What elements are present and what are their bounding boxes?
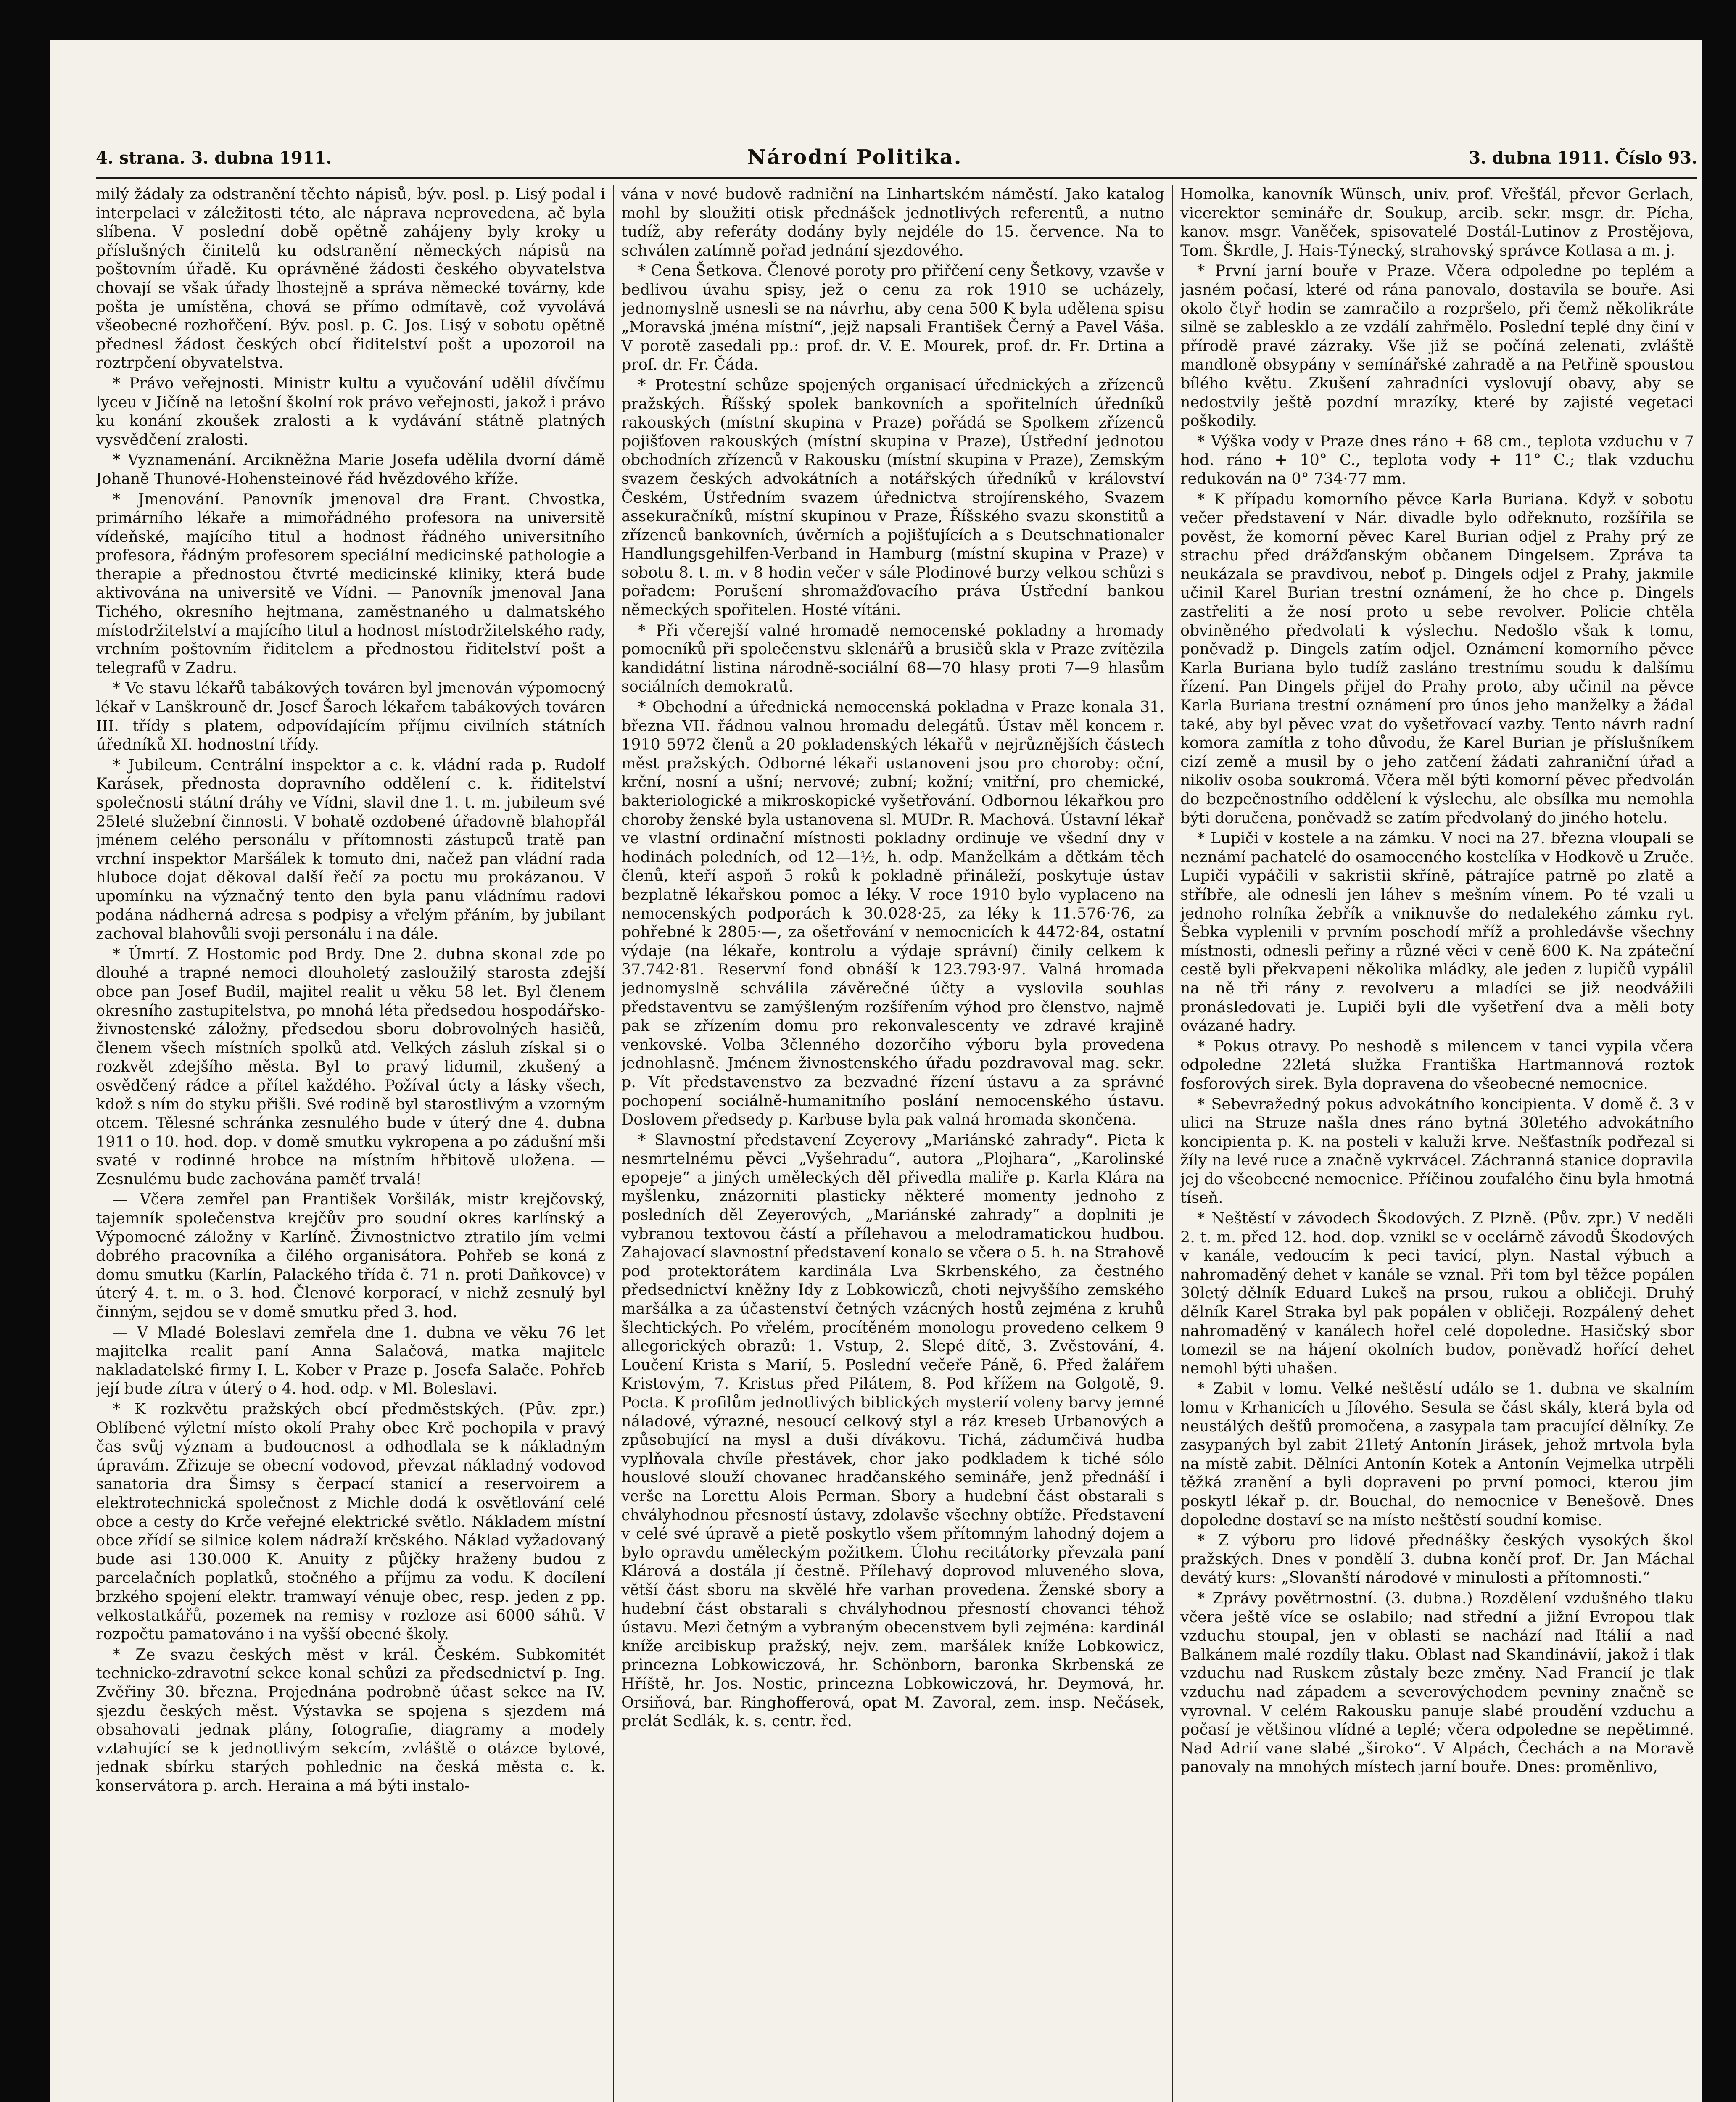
article-sebevrazedny-pokus: * Sebevražedný pokus advokátního koncipienta. V domě č. 3 v ulici na Struze našla dnes ráno bytná 30letého advokátního koncipienta p. K. na posteli v kaluži krve. Nešťastník podřezal si žíly na levé ruce a značně vykrvácel. Záchranná stanice dopravila jej do všeobecné nemocnice. Příčinou zoufalého činu byla hmotná tíseň. xyxy=(1180,1095,1694,1207)
newspaper-title: Národní Politika. xyxy=(747,145,963,169)
article-jubileum: * Jubileum. Centrální inspektor a c. k. vládní rada p. Rudolf Karásek, přednosta dopravního oddělení c. k. řiditelství společnosti státní dráhy ve Vídni, slavil dne 1. t. m. jubileum své 25leté služební činnosti. V bohatě ozdobené úřadovně blahopřál jménem celého personálu v přítomnosti zástupců tratě pan vrchní inspektor Maršálek k tomuto dni, načež pan vládní rada hluboce dojat děkoval další řečí za poctu mu prokázanou. V upomínku na význačný tento den byla panu vládnímu radovi podána nádherná adresa s podpisy a vřelým přáním, by jubilant zachoval blahovůli svoji personálu i na dále. xyxy=(96,755,605,943)
article-protestni-schuze: * Protestní schůze spojených organisací úřednických a zřízenců pražských. Říšský spolek bankovních a spořitelních úředníků rakouských (místní skupina v Praze) pořádá se Spolkem zřízenců pojišťoven rakouských (místní skupina v Praze), Ústřední jednotou obchodních zřízenců v Rakousku (místní skupina v Praze), Zemským svazem českých advokátních a notářských úředníků v království Českém, Ústředním svazem úřednictva strojírenského, Svazem assekuračníků, místní skupinou v Praze, Říšského svazu skonstitů a zřízenců bankovních, úvěrních a pojišťujících a s Deutschnationaler Handlungsgehilfen-Verband in Hamburg (místní skupina v Praze) v sobotu 8. t. m. v 8 hodin večer v sále Plodinové burzy velkou schůzi s pořadem: Porušení shromažďovacího práva Ústřední bankou německých spořitelen. Hosté vítáni. xyxy=(621,375,1164,619)
article-cena-setkova: * Cena Šetkova. Členové poroty pro přiřčení ceny Šetkovy, vzavše v bedlivou úvahu spisy, jež o cenu za rok 1910 se ucházely, jednomyslně usnesli se na návrhu, aby cena 500 K byla udělena spisu „Moravská jména místní“, jejž napsali František Černý a Pavel Váša. V porotě zasedali pp.: prof. dr. V. E. Mourek, prof. dr. Fr. Drtina a prof. dr. Fr. Čáda. xyxy=(621,261,1164,374)
header-divider xyxy=(96,177,1697,179)
column-2 xyxy=(621,185,1164,2102)
article-nemocenska-pokladna: * Obchodní a úřednická nemocenská pokladna v Praze konala 31. března VII. řádnou valnou hromadu delegátů. Ústav měl koncem r. 1910 5972 členů a 20 pokladenských lékařů v nejrůznějších částech měst pražských. Odborné lékaři ustanoveni jsou pro choroby: oční, krční, nosní a ušní; nervové; zubní; kožní; vnitřní, pro chemické, bakteriologické a mikroskopické vyšetřování. Odbornou lékařkou pro choroby ženské byla ustanovena sl. MUDr. R. Machová. Ústavní lékař ve vlastní ordinační místnosti pokladny ordinuje ve všední dny v hodinách poledních, od 12—1½, h. odp. Manželkám a dětkám těch členů, kteří aspoň 5 roků k pokladně přináleží, poskytuje ústav bezplatně lékařskou pomoc a léky. V roce 1910 bylo vyplaceno na nemocenských podporách k 30.028·25, za léky k 11.576·76, za pohřebné k 2805·—, za ošetřování v nemocnicích k 4472·84, ostatní výdaje (na lékaře, kontrolu a výdaje správní) činily celkem k 37.742·81. Reservní fond obnáší k 123.793·97. Valná hromada jednomyslně schválila závěrečné účty a vyslovila souhlas představentvu se zamýšleným rozšířením výhod pro členstvo, najmě pak se zřízením domu pro rekonvalescenty ve zdravé krajině venkovské. Volba 3členného dozorčího výboru byla provedena jednohlasně. Jménem živnostenského úřadu pozdravoval mag. sekr. p. Vít představenstvo za bezvadné řízení ústavu a za správné pochopení sociálně-humanitního poslání nemocenského ústavu. Doslovem předsedy p. Karbuse byla pak valná hromada skončena. xyxy=(621,698,1164,1129)
header-issue-number: 3. dubna 1911. Číslo 93. xyxy=(1469,148,1697,168)
column-divider xyxy=(613,185,614,2102)
article-pripad-buriana: * K případu komorního pěvce Karla Buriana. Když v sobotu večer představení v Nár. divadle bylo odřeknuto, rozšířila se pověst, že komorní pěvec Karel Burian odjel z Prahy prý ze strachu před drážďanským občanem Dingelsem. Zpráva ta neukázala se pravdivou, neboť p. Dingels odjel z Prahy, jakmile učinil Karel Burian trestní oznámení, že ho chce p. Dingels zastřeliti a že nosí proto u sebe revolver. Policie chtěla obviněného předvolati k výslechu. Nedošlo však k tomu, poněvadž p. Dingels zatím odjel. Oznámení komorního pěvce Karla Buriana bylo tudíž zasláno trestnímu soudu k dalšímu řízení. Pan Dingels přijel do Prahy proto, aby učinil na pěvce Karla Buriana trestní oznámení pro únos jeho manželky a žádal také, aby byl pěvec vzat do vyšetřovací vazby. Tento návrh radní komora zamítla z toho důvodu, že Karel Burian je příslušníkem cizí země a musil by o jeho zatčení žádati zahraniční úřad a nikoliv osoba soukromá. Včera měl býti komorní pěvec předvolán do bezpečnostního oddělení k výslechu, ale obsílka mu nemohla býti doručena, poněvadž se zatím předvolaný do jiného hotelu. xyxy=(1180,490,1694,827)
article-jarni-boure: * První jarní bouře v Praze. Včera odpoledne po teplém a jasném počasí, které od rána panovalo, dostavila se bouře. Asi okolo čtyř hodin se zamračilo a rozpršelo, při čemž několikráte silně se zablesklo a ze vzdálí zahřmělo. Poslední teplé dny činí v přírodě pravé zázraky. Vše již se počíná zelenati, zvláště mandloně obsypány v semínářské zahradě a na Petřině spoustou bílého květu. Zkušení zahradníci vyslovují obavy, aby se nedostvily ještě pozdní mrazíky, které by zajisté vegetaci poškodily. xyxy=(1180,261,1694,430)
column-divider xyxy=(1172,185,1173,2102)
article-rozkvet-obci: * K rozkvětu pražských obcí předměstských. (Pův. zpr.) Oblíbené výletní místo okolí Prahy obec Krč pochopila v pravý čas svůj význam a budoucnost a odhodlala se k nákladným úpravám. Zřizuje se obecní vodovod, převzat nákladný vodovod sanatoria dra Šimsy s čerpací stanicí a reservoirem a elektrotechnická společnost z Michle dodá k osvětlování celé obce a cesty do Krče veřejné elektrické světlo. Nákladem místní obce zřídí se silnice kolem nádraží krčského. Náklad vyžadovaný bude asi 130.000 K. Anuity z půjčky hraženy budou z parcelačních poplatků, stočného a příjmu za vodu. K docílení brzkého spojení elektr. tramwayí vénuje obec, resp. jeden z pp. velkostatkářů, pozemek na remisy v rozloze asi 6000 sáhů. V rozpočtu pamatováno i na vyšší obecné školy. xyxy=(96,1400,605,1643)
article-lekari-tabakovych-tovaren: * Ve stavu lékařů tabákových továren byl jmenován výpomocný lékař v Lanškrouně dr. Josef Šaroch lékařem tabákových továren III. třídy s platem, odpovídajícím příjmu civilních státních úředníků XI. hodnostní třídy. xyxy=(96,679,605,754)
page-header xyxy=(96,145,1697,173)
header-page-date: 4. strana. 3. dubna 1911. xyxy=(96,148,332,168)
article-marianska-zahrada: * Slavnostní představení Zeyerovy „Mariánské zahrady“. Pieta k nesmrtelnému pěvci „Vyšehradu“, autora „Plojhara“, „Karolinské epopeje“ a jiných uměleckých děl přivedla maliře p. Karla Klára na myšlenku, znázorniti plasticky některé momenty jednoho z posledních děl Zeyerových, „Mariánské zahrady“ a doplniti je vybranou textovou částí a přílehavou a melodramatickou hudbou. Zahajovací slavnostní představení konalo se včera o 5. h. na Strahově pod protektorátem kardinála Lva Skrbenského, za čestného předsednictví kněžny Idy z Lobkowiczů, choti nejvyššího zemského maršálka a za účastenství četných vzácných hostů zejména z kruhů šlechtických. Po vřelém, procítěném monologu provedeno celkem 9 allegorických obrazů: 1. Vstup, 2. Slepé dítě, 3. Zvěstování, 4. Loučení Krista s Marií, 5. Poslední večeře Páně, 6. Před žalářem Kristovým, 7. Kristus před Pilátem, 8. Pod křížem na Golgotě, 9. Pocta. K profilům jednotlivých biblických mysterií voleny barvy jemné náladové, výrazné, nesoucí celkový styl a ráz kreseb Urbanových a způsobující na mysl a duši dívákovu. Tichá, zádumčivá hudba vyplňovala chvíle přestávek, chor jako podkladem k tiché sólo houslové slouží chovanec hradčanského semináře, jenž přednáší i verše na Lorettu Alois Perman. Sbory a hudební část obstarali s chvályhodnou přesností ústavy, zdolavše všechny obtíže. Představení v celé své úpravě a pietě poskytlo všem přítomným lahodný dojem a bylo opravdu uměleckým požitkem. Úlohu recitátorky převzala paní Klárová a dostála jí čestně. Přílehavý doprovod mluveného slova, větší část sboru na skvělé hře varhan provedena. Ženské sbory a hudební část obstarali s chvályhodnou přesností chovanci téhož ústavu. Mezi četným a vybraným obecenstvem byli zejména: kardinál kníže arcibiskup pražský, nejv. zem. maršálek kníže Lobkowicz, princezna Lobkowiczová, hr. Schönborn, baronka Skrbenská ze Hříště, hr. Jos. Nostic, princezna Lobkowiczová, hr. Deymová, hr. Orsiňová, bar. Ringhofferová, opat M. Zavoral, zem. insp. Nečásek, prelát Sedlák, k. s. centr. řed. xyxy=(621,1130,1164,1730)
column-3 xyxy=(1180,185,1694,2102)
article-svaz-ceskych-mest: * Ze svazu českých měst v král. Českém. Subkomitét technicko-zdravotní sekce konal schůzi za předsednictví p. Ing. Zvěřiny 30. března. Projednána podrobně účast sekce na IV. sjezdu českých měst. Výstavka se spojena s sjezdem má obsahovati jednak plány, fotografie, diagramy a modely vztahující se k jednotlivým sekcím, zvláště o otázce bytové, jednak sbírku starých pohlednic na česká města c. k. konservátora p. arch. Heraina a má býti instalo- xyxy=(96,1645,605,1795)
article-vyska-vody: * Výška vody v Praze dnes ráno + 68 cm., teplota vzduchu v 7 hod. ráno + 10° C., teplota vody + 11° C.; tlak vzduchu redukován na 0° 734·77 mm. xyxy=(1180,432,1694,488)
article-paragraph: vána v nové budově radniční na Linhartském náměstí. Jako katalog mohl by sloužiti otisk přednášek jednotlivých referentů, a nutno tudíž, aby referáty dodány byly nejdéle do 15. července. Na to schválen zatímně pořad jednání sjezdového. xyxy=(621,185,1164,259)
article-pravo-verejnosti: * Právo veřejnosti. Ministr kultu a vyučování udělil dívčímu lyceu v Jičíně na letošní školní rok právo veřejnosti, jakož i právo ku konání zkoušek zralosti a k vydávání státně platných vysvědčení zralosti. xyxy=(96,374,605,449)
article-pokus-otravy: * Pokus otravy. Po neshodě s milencem v tanci vypila včera odpoledne 22letá služka Františka Hartmannová roztok fosforových sirek. Byla dopravena do všeobecné nemocnice. xyxy=(1180,1037,1694,1093)
scan-border-left xyxy=(0,0,50,2102)
scan-border-right xyxy=(1702,0,1736,2102)
article-lupici: * Lupiči v kostele a na zámku. V noci na 27. března vloupali se neznámí pachatelé do osamoceného kostelíka v Hodkově u Zruče. Lupiči vypáčili v sakristii skříně, pátrajíce patrně po zlatě a stříbře, ale odnesli jen láhev s mešním vínem. Po té vzali u jednoho rolníka žebřík a vniknuvše do nedalekého zámku ryt. Šebka vyplenili v prvním poschodí mříž a prohledávše všechny místnosti, odnesli peřiny a různé věci v ceně 600 K. Na zpáteční cestě byli překvapeni několika mládky, ale jeden z lupičů vypálil na ně tři rány z revolveru a mladíci se již neodvážili pronásledovati je. Lupiči byli dle vyšetření dva a měli boty ovázané hadry. xyxy=(1180,829,1694,1035)
article-vyznamenani: * Vyznamenání. Arcikněžna Marie Josefa udělila dvorní dámě Johaně Thunové-Hohensteinové řád hvězdového kříže. xyxy=(96,451,605,488)
article-zpravy-povetrnostni: * Zprávy povětrnostní. (3. dubna.) Rozdělení vzdušného tlaku včera ještě více se oslabilo; nad střední a jižní Evropou tlak vzduchu stoupal, jen v oblasti se nachází nad Itálií a nad Balkánem malé rozdíly tlaku. Oblast nad Skandinávií, jakož i tlak vzduchu nad Ruskem zůstaly beze změny. Nad Francií je tlak vzduchu nad západem a severovýchodem pevniny značně se vyrovnal. V celém Rakousku panuje slabé proudění vzduchu a počasí je většinou vlídné a teplé; včera odpoledne se nepětimné. Nad Adrií vane slabé „široko“. V Alpách, Čechách a na Moravě panovaly na mnohých místech jarní bouře. Dnes: proměnlivo, xyxy=(1180,1589,1694,1776)
article-umrti: * Úmrtí. Z Hostomic pod Brdy. Dne 2. dubna skonal zde po dlouhé a trapné nemoci dlouholetý zasloužilý starosta zdejší obce pan Josef Budil, majitel realit u věku 58 let. Byl členem okresního zastupitelstva, po mnohá léta předsedou hospodářsko-živnostenské záložny, předsedou sboru dobrovolných hasičů, členem všech místních spolků atd. Velkých zásluh získal si o rozkvět zdejšího města. Byl to pravý lidumil, zkušený a osvědčený rádce a přítel každého. Požíval úcty a lásky všech, kdož s ním do styku přišli. Své rodině byl starostlivým a vzorným otcem. Tělesné schránka zesnulého bude v úterý dne 4. dubna 1911 o 10. hod. dop. v domě smutku vykropena a po zádušní mši svaté v rodinné hrobce na místním hřbitově uložena. — Zesnulému bude zachována paměť trvalá! xyxy=(96,945,605,1188)
article-jmenovani: * Jmenování. Panovník jmenoval dra Frant. Chvostka, primárního lékaře a mimořádného profesora na universitě vídeňské, majícího titul a hodnost řádného universitního profesora, řádným profesorem speciální medicinské pathologie a therapie a přednostou čtvrté medicinské kliniky, která bude aktivována na universitě ve Vídni. — Panovník jmenoval Jana Tichého, okresního hejtmana, zaměstnaného u dalmatského místodržitelství a majícího titul a hodnost místodržitelského rady, vrchním poštovním řiditelem a přednostou řiditelství pošt a telegrafů v Zadru. xyxy=(96,490,605,677)
article-umrti-vorsilak: — Včera zemřel pan František Voršilák, mistr krejčovský, tajemník společenstva krejčův pro soudní okres karlínský a Výpomocné záložny v Karlíně. Živnostnictvo ztratilo jím velmi dobrého pracovníka a čilého organisátora. Pohřeb se koná z domu smutku (Karlín, Palackého třída č. 71 n. proti Daňkovce) v úterý 4. t. m. o 3. hod. Členové korporací, v nichž zesnulý byl činným, sejdou se v domě smutku před 3. hod. xyxy=(96,1190,605,1321)
article-lidove-prednasky: * Z výboru pro lidové přednášky českých vysokých škol pražských. Dnes v pondělí 3. dubna končí prof. Dr. Jan Máchal devátý kurs: „Slovanští národové v minulosti a přítomnosti.“ xyxy=(1180,1531,1694,1587)
article-umrti-salacova: — V Mladé Boleslavi zemřela dne 1. dubna ve věku 76 let majitelka realit paní Anna Salačová, matka majitele nakladatelské firmy I. L. Kober v Praze p. Josefa Salače. Pohřeb její bude zítra v úterý o 4. hod. odp. v Ml. Boleslavi. xyxy=(96,1323,605,1398)
article-nestesti-skodovka: * Neštěstí v závodech Škodových. Z Plzně. (Pův. zpr.) V neděli 2. t. m. před 12. hod. dop. vznikl se v ocelárně závodů Škodových v kanále, vedoucím k peci tavicí, plyn. Nastal výbuch a nahromaděný dehet v kanále se vznal. Při tom byl těžce popálen 30letý dělník Eduard Lukeš na prsou, rukou a obličeji. Druhý dělník Karel Straka byl pak popálen v obličeji. Rozpálený dehet nahromaděný v kanálech hořel celé dopoledne. Hasičský sbor tomezil se na hájení okolních budov, poněvadž hořící dehet nemohl býti uhašen. xyxy=(1180,1209,1694,1377)
article-paragraph: Homolka, kanovník Wünsch, univ. prof. Vřešťál, převor Gerlach, vicerektor semináře dr. Soukup, arcib. sekr. msgr. dr. Pícha, kanov. msgr. Vaněček, spisovatelé Dostál-Lutinov z Prostějova, Tom. Škrdle, J. Hais-Týnecký, strahovský správce Kotlasa a m. j. xyxy=(1180,185,1694,259)
article-paragraph: milý žádaly za odstranění těchto nápisů, býv. posl. p. Lisý podal i interpelaci v záležitosti této, ale náprava neprovedena, ač byla slíbena. V poslední době opětně zahájeny byly kroky u příslušných činitelů ku odstranění německých nápisů na poštovním úřadě. Ku oprávněné žádosti českého obyvatelstva chovají se však úřady lhostejně a správa německé továrny, kde pošta je umístěna, chová se přímo odmítavě, což vyvolává všeobecné rozhořčení. Býv. posl. p. C. Jos. Lisý v sobotu opětně přednesl žádost českých obcí řiditelství pošt a upozoroil na roztrpčení obyvatelstva. xyxy=(96,185,605,372)
column-1 xyxy=(96,185,605,2102)
scan-border-top xyxy=(0,0,1736,40)
article-valna-hromada-sklenaru: * Při včerejší valné hromadě nemocenské pokladny a hromady pomocníků při společenstvu sklenářů a brusičů skla v Praze zvítězila kandidátní listina národně-sociální 68—70 hlasy proti 7—9 hlasům sociálních demokratů. xyxy=(621,621,1164,696)
article-zabit-v-lomu: * Zabit v lomu. Velké neštěstí událo se 1. dubna ve skalním lomu v Krhanicích u Jílového. Sesula se část skály, která byla od neustálých dešťů promočena, a zasypala tam pracující dělníky. Ze zasypaných byl zabit 21letý Antonín Jirásek, jehož mrtvola byla na místě zabit. Dělníci Antonín Kotek a Antonín Vejmelka utrpěli těžká zranění a byli dopraveni po první pomoci, kterou jim poskytl lékař p. dr. Bouchal, do nemocnice v Benešově. Dnes dopoledne dostaví se na místo neštěstí soudní komise. xyxy=(1180,1379,1694,1529)
